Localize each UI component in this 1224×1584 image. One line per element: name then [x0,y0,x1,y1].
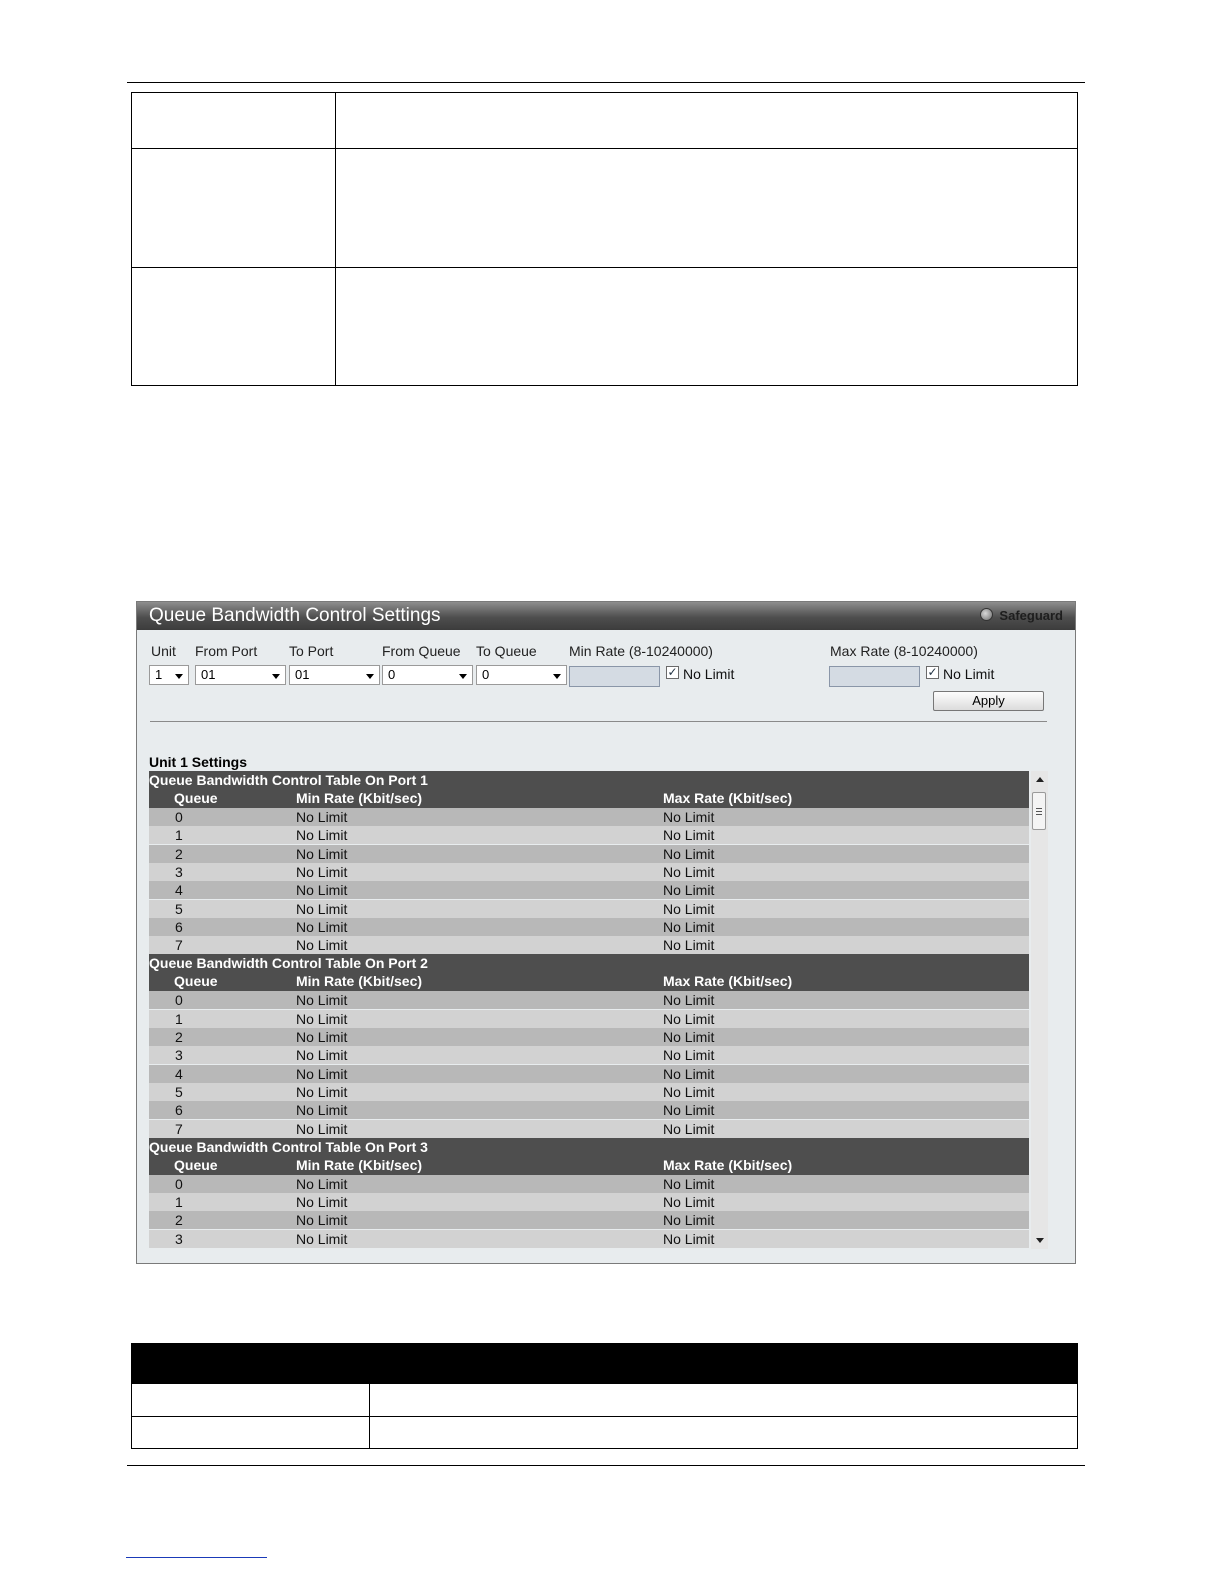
port-table-title: Queue Bandwidth Control Table On Port 2 [149,954,1029,972]
header-rule [127,82,1085,83]
chevron-down-icon [459,674,467,679]
min-rate-cell: No Limit [296,863,348,880]
max-rate-cell: No Limit [663,992,715,1009]
scroll-up-arrow-icon[interactable] [1036,777,1044,782]
queue-cell: 3 [175,863,183,880]
column-header: Min Rate (Kbit/sec) [296,973,423,990]
min-rate-cell: No Limit [296,1230,348,1247]
table-row [149,1211,1029,1229]
min-rate-label: Min Rate (8-10240000) [569,643,713,659]
column-header: Max Rate (Kbit/sec) [663,1156,793,1173]
unit-select-value: 1 [155,667,163,682]
max-rate-cell: No Limit [663,900,715,917]
footer-link-underline[interactable] [126,1557,267,1558]
from-queue-label: From Queue [382,643,461,659]
scroll-down-arrow-icon[interactable] [1036,1238,1044,1243]
table-row [132,93,1077,149]
port-table-title: Queue Bandwidth Control Table On Port 1 [149,771,1029,789]
min-rate-cell: No Limit [296,1010,348,1027]
max-rate-cell: No Limit [663,882,715,899]
max-rate-cell: No Limit [663,1010,715,1027]
queue-bandwidth-control-panel [136,601,1076,1264]
from-port-select-value: 01 [201,667,216,682]
min-rate-cell: No Limit [296,1212,348,1229]
table-row [132,149,1077,268]
grip-line [1036,814,1042,815]
min-rate-cell: No Limit [296,937,348,954]
min-rate-cell: No Limit [296,882,348,899]
max-rate-cell: No Limit [663,1083,715,1100]
table-row [149,1065,1029,1083]
port-table-header [149,1156,1029,1175]
description-table-top [131,92,1078,386]
table-header-bar [132,1344,1077,1384]
unit-settings-title: Unit 1 Settings [149,754,248,770]
max-no-limit-label: No Limit [943,666,995,682]
min-rate-cell: No Limit [296,900,348,917]
column-header: Max Rate (Kbit/sec) [663,973,793,990]
queue-cell: 6 [175,918,183,935]
table-row [149,1120,1029,1138]
max-rate-cell: No Limit [663,1047,715,1064]
table-row [149,808,1029,826]
table-row [149,1101,1029,1119]
max-rate-cell: No Limit [663,918,715,935]
unit-select[interactable] [149,665,189,685]
max-rate-cell: No Limit [663,809,715,825]
form-separator [150,721,1047,722]
table-row [149,1230,1029,1248]
scroll-thumb[interactable] [1032,792,1046,830]
to-port-select-value: 01 [295,667,310,682]
description-table-bottom [131,1343,1078,1449]
min-no-limit-label: No Limit [683,666,735,682]
table-row [149,1028,1029,1046]
table-row [149,1046,1029,1064]
min-rate-cell: No Limit [296,1047,348,1064]
table-row [149,991,1029,1009]
port-table-header [149,789,1029,808]
table-row [149,918,1029,936]
table-row [149,1083,1029,1101]
queue-cell: 0 [175,1175,183,1192]
unit-label: Unit [151,643,176,659]
to-queue-select-value: 0 [482,667,490,682]
min-rate-cell: No Limit [296,1175,348,1192]
table-row [149,1175,1029,1193]
apply-button[interactable]: Apply [933,691,1044,711]
grip-line [1036,808,1042,809]
column-header: Max Rate (Kbit/sec) [663,790,793,806]
queue-cell: 7 [175,1120,183,1137]
max-rate-cell: No Limit [663,1230,715,1247]
table-row [132,1416,1077,1417]
table-row [149,826,1029,844]
safeguard-led-icon [980,608,993,621]
panel-title-text: Queue Bandwidth Control Settings [149,605,441,626]
chevron-down-icon [366,674,374,679]
max-rate-cell: No Limit [663,1194,715,1211]
min-rate-cell: No Limit [296,845,348,862]
queue-cell: 6 [175,1102,183,1119]
min-rate-cell: No Limit [296,1083,348,1100]
table-row [149,1193,1029,1211]
column-header: Min Rate (Kbit/sec) [296,1156,423,1173]
max-no-limit-checkbox[interactable]: ✓ [927,665,938,679]
from-queue-select[interactable] [382,665,473,685]
table-scrollbar[interactable] [1031,771,1048,1249]
port-table-title: Queue Bandwidth Control Table On Port 3 [149,1138,1029,1156]
queue-cell: 7 [175,937,183,954]
min-rate-cell: No Limit [296,827,348,844]
queue-cell: 5 [175,1083,183,1100]
queue-cell: 1 [175,827,183,844]
grip-line [1036,811,1042,812]
queue-cell: 3 [175,1230,183,1247]
min-rate-cell: No Limit [296,1029,348,1045]
queue-cell: 3 [175,1047,183,1064]
to-port-select[interactable] [289,665,380,685]
queue-cell: 1 [175,1010,183,1027]
queue-cell: 4 [175,882,183,899]
min-rate-cell: No Limit [296,1102,348,1119]
chevron-down-icon [272,674,280,679]
from-queue-select-value: 0 [388,667,396,682]
column-header: Min Rate (Kbit/sec) [296,790,423,806]
queue-bandwidth-table [149,771,1029,1249]
min-rate-input[interactable] [569,666,660,687]
column-header: Queue [174,973,218,990]
max-rate-cell: No Limit [663,863,715,880]
max-rate-cell: No Limit [663,827,715,844]
chevron-down-icon [553,674,561,679]
max-rate-cell: No Limit [663,1212,715,1229]
from-port-label: From Port [195,643,258,659]
queue-cell: 0 [175,809,183,825]
table-row [149,936,1029,954]
panel-title [137,602,1075,630]
table-row [149,863,1029,881]
footer-rule [127,1465,1085,1466]
max-rate-cell: No Limit [663,845,715,862]
safeguard-indicator[interactable] [980,602,1063,630]
min-rate-cell: No Limit [296,1065,348,1082]
max-rate-cell: No Limit [663,1065,715,1082]
min-rate-cell: No Limit [296,992,348,1009]
column-header: Queue [174,1156,218,1173]
max-rate-label: Max Rate (8-10240000) [830,643,978,659]
max-rate-cell: No Limit [663,1102,715,1119]
queue-cell: 4 [175,1065,183,1082]
to-queue-label: To Queue [476,643,537,659]
max-rate-cell: No Limit [663,1120,715,1137]
max-rate-cell: No Limit [663,1175,715,1192]
queue-cell: 2 [175,845,183,862]
safeguard-label: Safeguard [999,608,1063,623]
to-queue-select[interactable] [476,665,567,685]
to-port-label: To Port [289,643,334,659]
max-rate-input[interactable] [829,666,920,687]
table-row [132,268,1077,385]
table-row [149,1010,1029,1028]
queue-cell: 2 [175,1029,183,1045]
from-port-select[interactable] [195,665,286,685]
queue-cell: 5 [175,900,183,917]
min-rate-cell: No Limit [296,1120,348,1137]
min-rate-cell: No Limit [296,809,348,825]
min-rate-cell: No Limit [296,1194,348,1211]
max-rate-cell: No Limit [663,937,715,954]
queue-cell: 2 [175,1212,183,1229]
port-table-header [149,972,1029,991]
min-rate-cell: No Limit [296,918,348,935]
table-row [149,845,1029,863]
table-row [149,881,1029,899]
queue-cell: 0 [175,992,183,1009]
max-rate-cell: No Limit [663,1029,715,1045]
table-row [149,900,1029,918]
chevron-down-icon [175,674,183,679]
min-no-limit-checkbox[interactable]: ✓ [667,665,678,679]
queue-cell: 1 [175,1194,183,1211]
column-header: Queue [174,790,218,806]
